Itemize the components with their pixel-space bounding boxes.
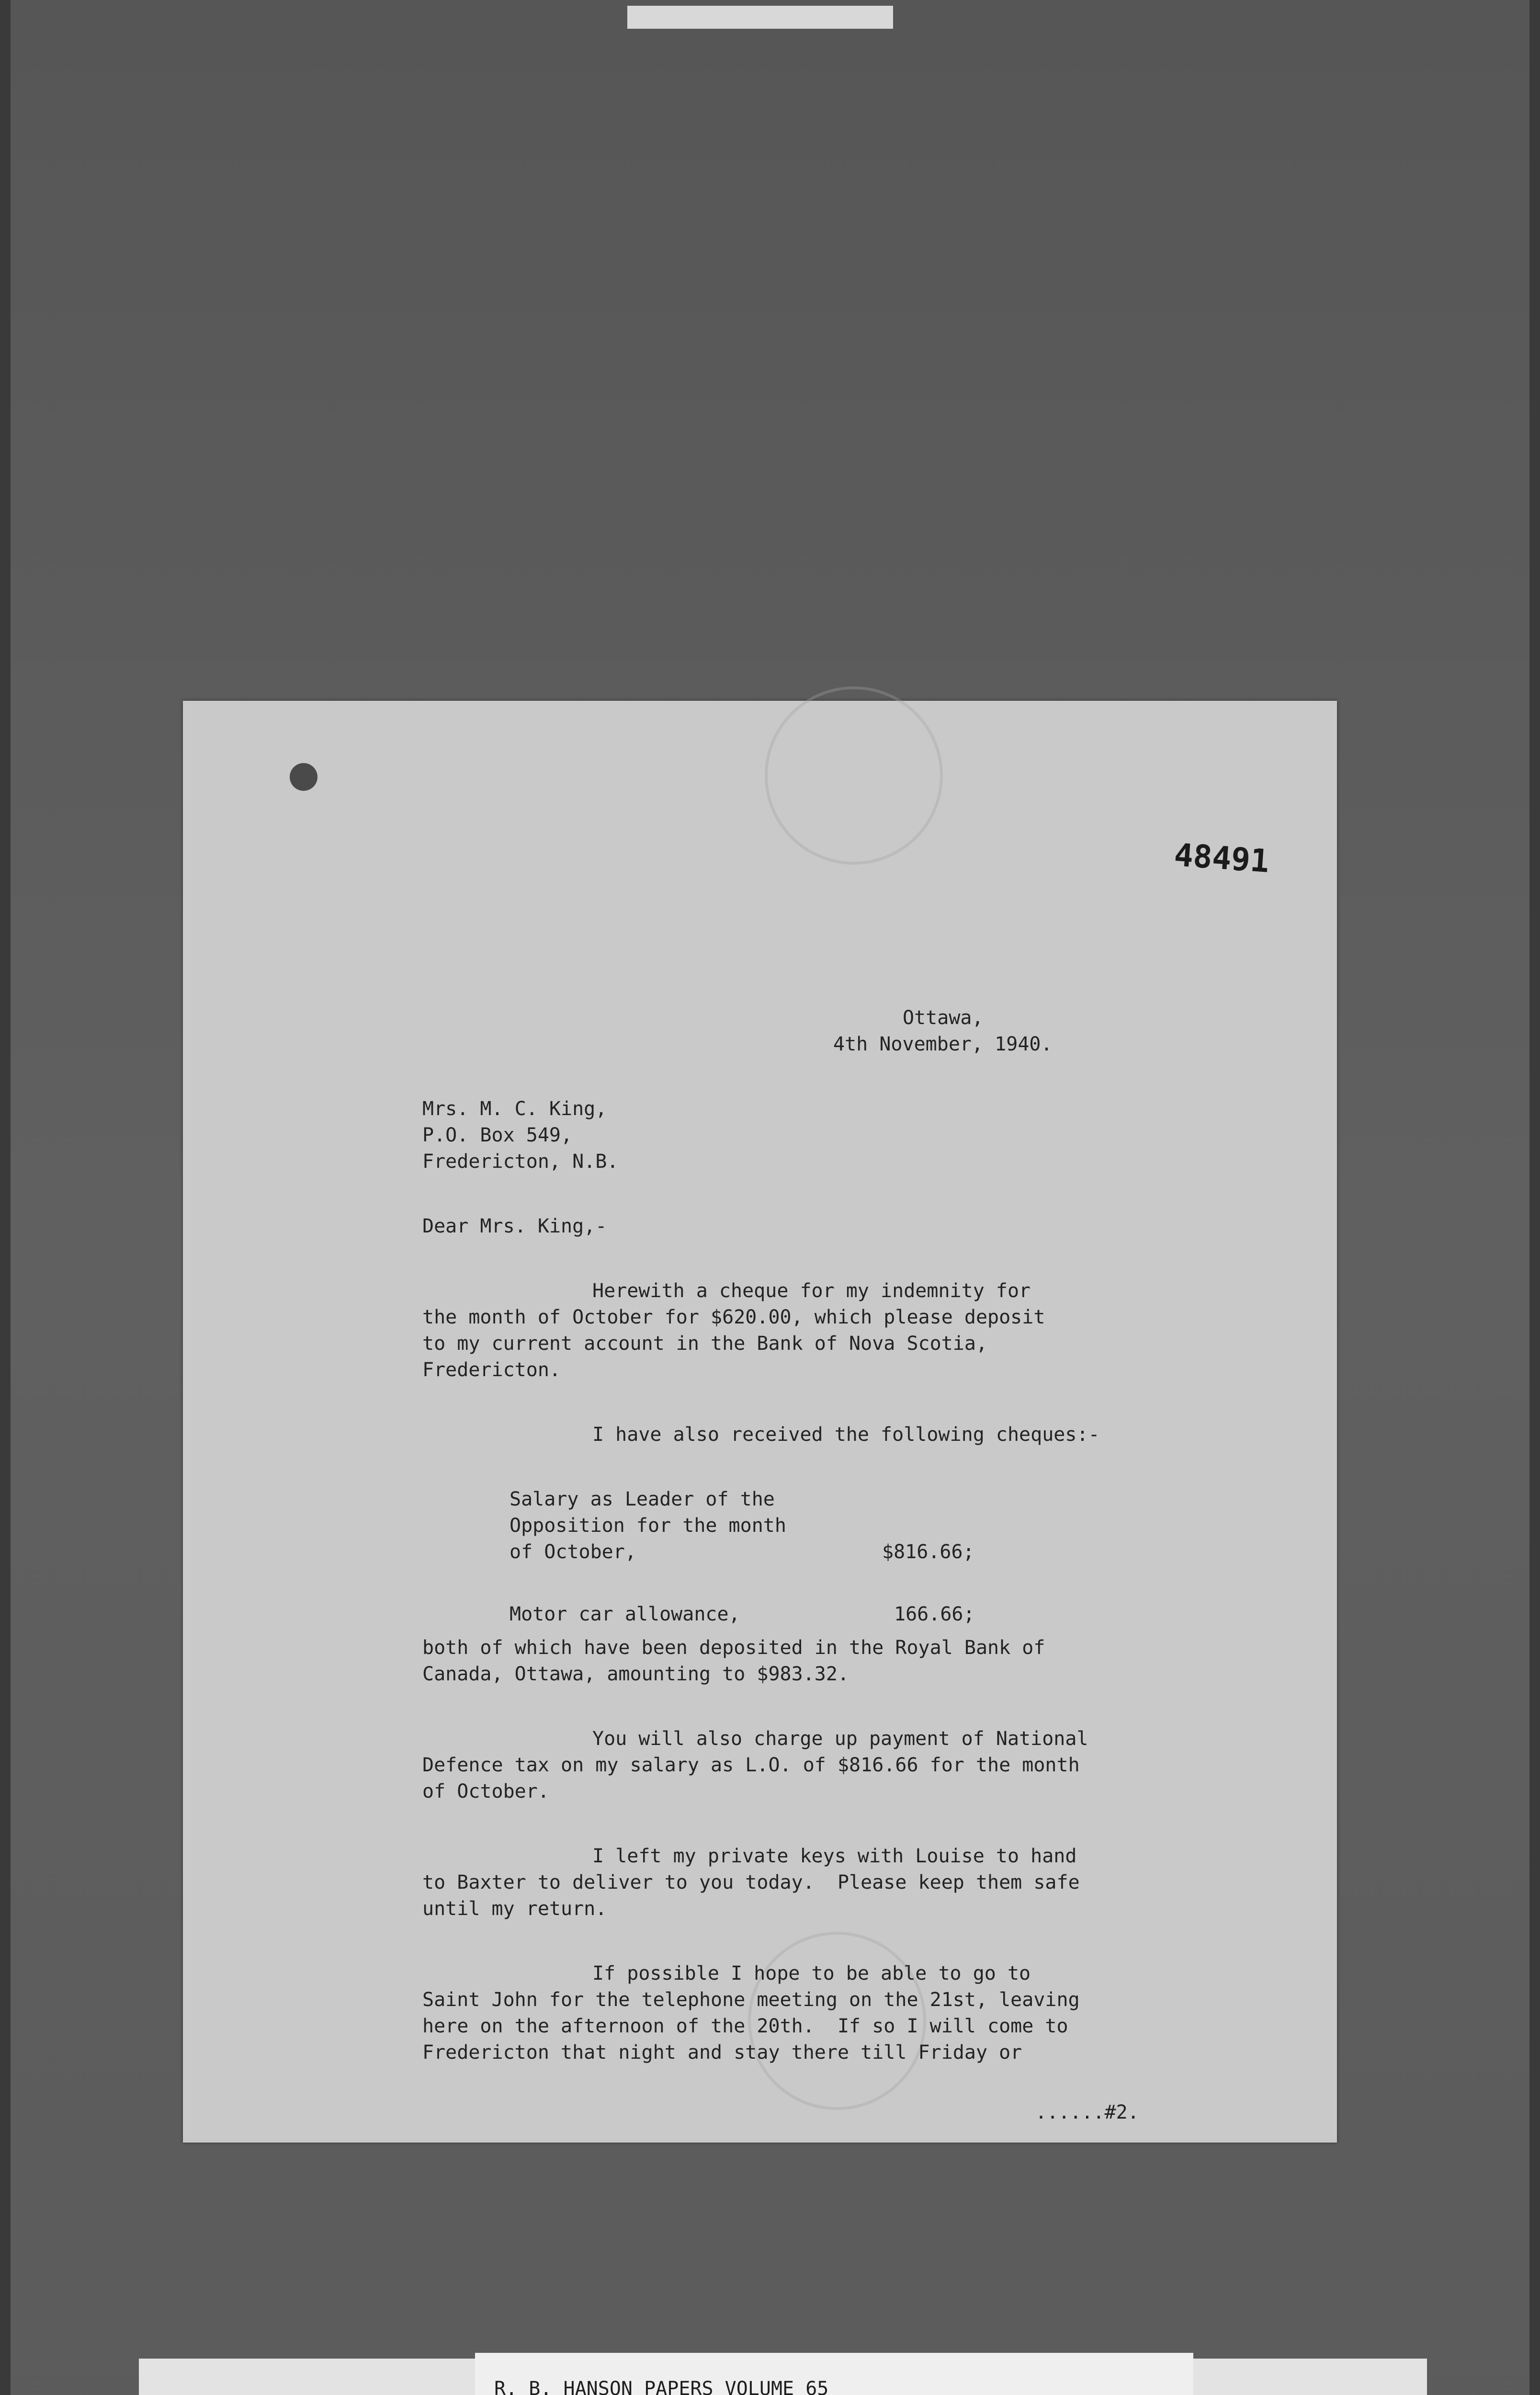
- seal-watermark-top: [765, 686, 943, 865]
- para1-line2: the month of October for $620.00, which please deposit: [422, 1306, 1045, 1328]
- top-tab: [627, 6, 893, 29]
- salary-line3: of October,: [510, 1541, 636, 1563]
- salary-line2: Opposition for the month: [510, 1515, 786, 1537]
- para5-line3: until my return.: [422, 1898, 607, 1920]
- date-line: 4th November, 1940.: [833, 1033, 1053, 1055]
- motor-allowance-label: Motor car allowance,: [510, 1603, 740, 1625]
- salary-line1: Salary as Leader of the: [510, 1488, 775, 1510]
- para3-line2: Canada, Ottawa, amounting to $983.32.: [422, 1663, 849, 1685]
- document-number: 48491: [1173, 836, 1271, 880]
- letter-page: [183, 701, 1337, 2143]
- film-edge-left: [0, 0, 11, 2395]
- para1-line3: to my current account in the Bank of Nova Scotia,: [422, 1333, 988, 1355]
- para6-line2: Saint John for the telephone meeting on the 21st, leaving: [422, 1989, 1080, 2011]
- para5-line2: to Baxter to deliver to you today. Please keep them safe: [422, 1871, 1080, 1893]
- volume-label: R. B. HANSON PAPERS VOLUME 65: [475, 2353, 1193, 2395]
- letter-body: [183, 701, 1139, 2123]
- para4-line1: You will also charge up payment of National: [592, 1728, 1088, 1750]
- para4-line3: of October.: [422, 1780, 549, 1802]
- salary-amount: $816.66;: [882, 1541, 974, 1563]
- para6-line3: here on the afternoon of the 20th. If so I will come to: [422, 2015, 1068, 2037]
- film-edge-right: [1529, 0, 1540, 2395]
- para1-line1: Herewith a cheque for my indemnity for: [592, 1280, 1031, 1302]
- para4-line2: Defence tax on my salary as L.O. of $816.66 for the month: [422, 1754, 1080, 1776]
- motor-allowance-amount: 166.66;: [894, 1603, 975, 1625]
- place-line: Ottawa,: [903, 1007, 984, 1029]
- recipient-name: Mrs. M. C. King,: [422, 1098, 607, 1120]
- punch-hole: [290, 763, 317, 791]
- continuation-marker: ......#2.: [1035, 2101, 1139, 2123]
- recipient-box: P.O. Box 549,: [422, 1124, 573, 1146]
- para6-line4: Fredericton that night and stay there till Friday or: [422, 2041, 1022, 2064]
- para1-line4: Fredericton.: [422, 1359, 561, 1381]
- para6-line1: If possible I hope to be able to go to: [592, 1962, 1031, 1984]
- salutation: Dear Mrs. King,-: [422, 1215, 607, 1237]
- para3-line1: both of which have been deposited in the Royal Bank of: [422, 1637, 1045, 1659]
- para5-line1: I left my private keys with Louise to hand: [592, 1845, 1077, 1867]
- recipient-city: Fredericton, N.B.: [422, 1151, 619, 1173]
- para2: I have also received the following cheques:-: [592, 1424, 1100, 1446]
